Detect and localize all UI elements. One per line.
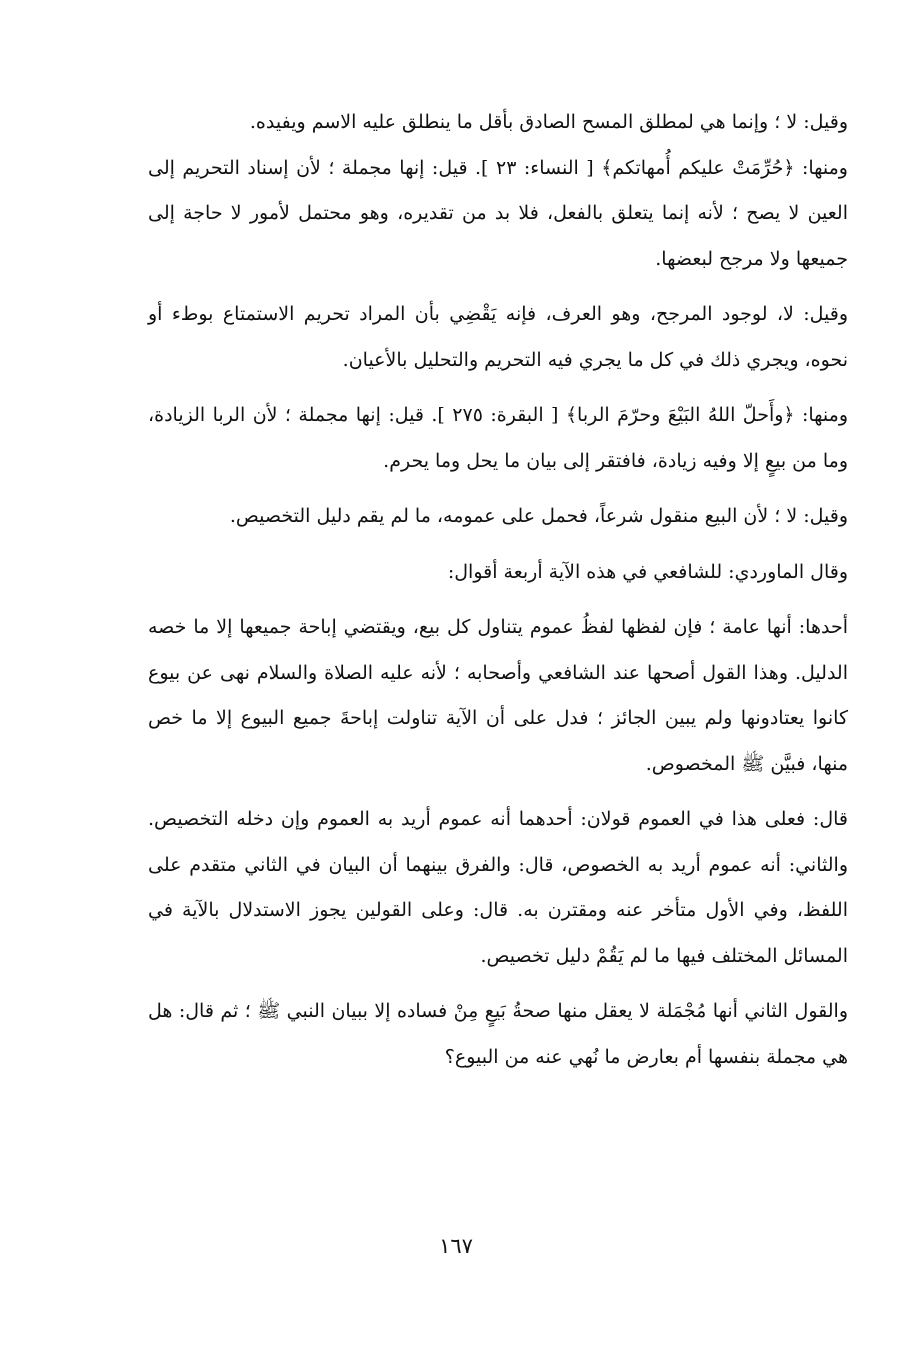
paragraph-5: وقيل: لا ؛ لأن البيع منقول شرعاً، فحمل على عمومه، ما لم يقم دليل التخصيص. [229, 505, 848, 527]
paragraph-8: قال: فعلى هذا في العموم قولان: أحدهما أنه عموم أريد به العموم وإن دخله التخصيص. والثاني: أنه عموم أريد به الخصوص، قال: والفرق بينهما أن البيان في الثاني متقدم على اللفظ، وفي الأول متأخر عنه ومقترن به. قال: وعلى القولين يجوز الاستدلال بالآية في المسائل المختلف فيها ما لم يَقُمْ دليل تخصيص. [148, 808, 848, 967]
paragraph-2: ومنها: ﴿حُرِّمَتْ عليكم أُمهاتكم﴾ [ النساء: ٢٣ ]. قيل: إنها مجملة ؛ لأن إسناد التحريم إلى العين لا يصح ؛ لأنه إنما يتعلق بالفعل، فلا بد من تقديره، وهو محتمل لأمور لا حاجة إلى جميعها ولا مرجح لبعضها. [148, 156, 848, 270]
paragraph-3: وقيل: لا، لوجود المرجح، وهو العرف، فإنه يَقْضِي بأن المراد تحريم الاستمتاع بوطء أو نحوه، ويجري ذلك في كل ما يجري فيه التحريم والتحليل بالأعيان. [148, 303, 848, 371]
paragraph-7: أحدها: أنها عامة ؛ فإن لفظها لفظُ عموم يتناول كل بيع، ويقتضي إباحة جميعها إلا ما خصه الدليل. وهذا القول أصحها عند الشافعي وأصحابه ؛ لأنه عليه الصلاة والسلام نهى عن بيوع كانوا يعتادونها ولم يبين الجائز ؛ فدل على أن الآية تناولت إباحةَ جميع البيوع إلا ما خص منها، فبيَّن ﷺ المخصوص. [148, 616, 848, 775]
paragraph-4: ومنها: ﴿وأَحلّ اللهُ البَيْعَ وحرّمَ الربا﴾ [ البقرة: ٢٧٥ ]. قيل: إنها مجملة ؛ لأن الربا الزيادة، وما من بيعٍ إلا وفيه زيادة، فافتقر إلى بيان ما يحل وما يحرم. [148, 404, 849, 472]
page-number: ١٦٧ [439, 1234, 473, 1258]
page-body [148, 100, 848, 1080]
paragraph-9: والقول الثاني أنها مُجْمَلة لا يعقل منها صحةُ بَيعٍ مِنْ فساده إلا ببيان النبي ﷺ ؛ ثم قال: هل هي مجملة بنفسها أم بعارض ما نُهي عنه من البيوع؟ [148, 1000, 848, 1068]
paragraph-1: وقيل: لا ؛ وإنما هي لمطلق المسح الصادق بأقل ما ينطلق عليه الاسم ويفيده. [249, 111, 848, 133]
paragraph-6: وقال الماوردي: للشافعي في هذه الآية أربعة أقوال: [447, 560, 848, 583]
